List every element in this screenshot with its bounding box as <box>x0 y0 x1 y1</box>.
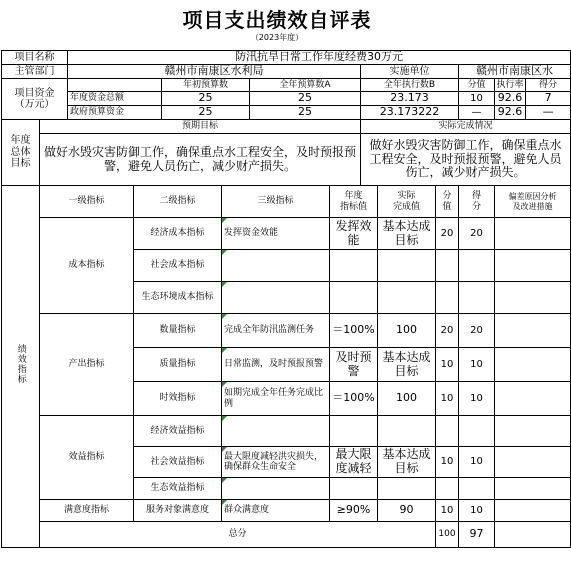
perf-deviation <box>495 447 571 478</box>
perf-score: 10 <box>436 348 459 382</box>
perf-actual: 100 <box>378 382 436 416</box>
perf-side-label-text: 绩效指标 <box>15 344 26 384</box>
total-score: 100 <box>436 522 459 548</box>
goals-actual-label: 实际完成情况 <box>361 120 571 134</box>
perf-target: 最大限度减轻 <box>330 447 378 478</box>
perf-deviation <box>495 282 571 314</box>
perf-target: ＝100% <box>330 382 378 416</box>
perf-actual <box>378 416 436 447</box>
perf-got <box>459 250 495 282</box>
funds-cell: 92.6 <box>495 106 526 120</box>
total-deviation <box>495 522 571 548</box>
goals-actual-text: 做好水毁灾害防御工作，确保重点水工程安全，及时预报预警，避免人员伤亡，减少财产损失。 <box>361 134 571 186</box>
perf-l2: 社会成本指标 <box>134 250 222 282</box>
perf-l2: 经济成本指标 <box>134 218 222 250</box>
impl-unit-label: 实施单位 <box>361 65 459 79</box>
perf-l3 <box>222 416 330 447</box>
perf-l3: 如期完成全年任务完成比例 <box>222 382 330 416</box>
perf-score <box>436 478 459 500</box>
perf-got <box>459 416 495 447</box>
funds-cell: 7 <box>526 92 571 106</box>
perf-l1-cost: 成本指标 <box>40 218 134 314</box>
perf-l1-satisfaction: 满意度指标 <box>40 500 134 522</box>
perf-target <box>330 250 378 282</box>
funds-header-blank <box>68 79 162 92</box>
perf-header-target: 年度 指标值 <box>330 186 378 218</box>
perf-l1-benefit: 效益指标 <box>40 416 134 500</box>
perf-target: 发挥效能 <box>330 218 378 250</box>
page-title: 项目支出绩效自评表 <box>182 8 372 32</box>
perf-header-l3: 三级指标 <box>222 186 330 218</box>
perf-l3 <box>222 282 330 314</box>
perf-header-score: 分 值 <box>436 186 459 218</box>
perf-score <box>436 416 459 447</box>
funds-label: 项目资金 （万元） <box>2 79 68 120</box>
perf-target <box>330 478 378 500</box>
perf-deviation <box>495 500 571 522</box>
perf-score: 10 <box>436 500 459 522</box>
perf-actual: 基本达成目标 <box>378 348 436 382</box>
perf-header-l2: 二级指标 <box>134 186 222 218</box>
perf-header-actual: 实际 完成值 <box>378 186 436 218</box>
funds-cell: 23.173 <box>361 92 459 106</box>
perf-got: 20 <box>459 218 495 250</box>
perf-got: 10 <box>459 500 495 522</box>
perf-l1-output: 产出指标 <box>40 314 134 416</box>
funds-row-gov-name: 政府预算资金 <box>68 106 162 120</box>
perf-actual <box>378 478 436 500</box>
perf-actual: 90 <box>378 500 436 522</box>
perf-score <box>436 250 459 282</box>
perf-side-label <box>2 186 40 548</box>
funds-header-executed: 全年执行数B <box>361 79 459 92</box>
funds-header-score: 分值 <box>459 79 495 92</box>
perf-l3: 发挥资金效能 <box>222 218 330 250</box>
perf-target: ≥90% <box>330 500 378 522</box>
perf-got: 10 <box>459 348 495 382</box>
perf-l2: 生态效益指标 <box>134 478 222 500</box>
project-name-value: 防汛抗旱日常工作年度经费30万元 <box>68 51 571 65</box>
perf-target <box>330 282 378 314</box>
perf-deviation <box>495 478 571 500</box>
funds-header-got: 得分 <box>526 79 571 92</box>
funds-cell: 23.173222 <box>361 106 459 120</box>
perf-l2: 经济效益指标 <box>134 416 222 447</box>
perf-header-got: 得 分 <box>459 186 495 218</box>
evaluation-table <box>1 50 571 548</box>
project-name-label: 项目名称 <box>2 51 68 65</box>
perf-l3: 最大限度减轻洪灾损失，确保群众生命安全 <box>222 447 330 478</box>
funds-cell: 25 <box>162 92 250 106</box>
perf-l3 <box>222 250 330 282</box>
perf-score: 10 <box>436 447 459 478</box>
perf-l2: 生态环境成本指标 <box>134 282 222 314</box>
goals-label: 年度 总体 目标 <box>2 120 40 186</box>
perf-deviation <box>495 314 571 348</box>
perf-score: 20 <box>436 314 459 348</box>
funds-header-annual: 全年预算数A <box>250 79 361 92</box>
perf-score: 20 <box>436 218 459 250</box>
funds-cell: 25 <box>250 92 361 106</box>
perf-header-deviation: 偏差原因分析 及改进措施 <box>495 186 571 218</box>
report-year: （2023年度） <box>250 33 304 42</box>
total-got: 97 <box>459 522 495 548</box>
funds-header-rate: 执行率 <box>496 79 524 90</box>
perf-actual <box>378 250 436 282</box>
perf-deviation <box>495 250 571 282</box>
perf-got: 10 <box>459 447 495 478</box>
perf-actual <box>378 282 436 314</box>
funds-row-total-name: 年度资金总额 <box>68 92 162 106</box>
perf-actual: 100 <box>378 314 436 348</box>
funds-cell: 25 <box>162 106 250 120</box>
perf-actual: 基本达成目标 <box>378 218 436 250</box>
total-label: 总分 <box>40 522 436 548</box>
goals-expected-label: 预期目标 <box>40 120 361 134</box>
perf-score: 10 <box>436 382 459 416</box>
perf-l3: 日常监测，及时预报预警 <box>222 348 330 382</box>
goals-expected-text: 做好水毁灾害防御工作，确保重点水工程安全，及时预报预警，避免人员伤亡，减少财产损失。 <box>40 134 361 186</box>
perf-got <box>459 478 495 500</box>
perf-l2: 质量指标 <box>134 348 222 382</box>
perf-l2: 服务对象满意度 <box>134 500 222 522</box>
perf-header-l1: 一级指标 <box>40 186 134 218</box>
perf-l3: 完成全年防汛监测任务 <box>222 314 330 348</box>
perf-l3 <box>222 478 330 500</box>
perf-actual: 基本达成目标 <box>378 447 436 478</box>
perf-target: ＝100% <box>330 314 378 348</box>
perf-deviation <box>495 348 571 382</box>
funds-cell: 25 <box>250 106 361 120</box>
perf-target <box>330 416 378 447</box>
perf-l2: 时效指标 <box>134 382 222 416</box>
funds-cell: 10 <box>459 92 495 106</box>
perf-deviation <box>495 382 571 416</box>
funds-cell: 92.6 <box>495 92 526 106</box>
funds-header-initial: 年初预算数 <box>162 79 250 92</box>
perf-got <box>459 282 495 314</box>
perf-l2: 社会效益指标 <box>134 447 222 478</box>
perf-score <box>436 282 459 314</box>
perf-l2: 数量指标 <box>134 314 222 348</box>
perf-got: 20 <box>459 314 495 348</box>
perf-target: 及时预警 <box>330 348 378 382</box>
funds-cell: — <box>459 106 495 120</box>
perf-got: 10 <box>459 382 495 416</box>
dept-label: 主管部门 <box>2 65 68 79</box>
dept-value: 赣州市南康区水利局 <box>68 65 361 79</box>
perf-deviation <box>495 218 571 250</box>
funds-cell: — <box>526 106 571 120</box>
perf-deviation <box>495 416 571 447</box>
perf-l3: 群众满意度 <box>222 500 330 522</box>
impl-unit-value: 赣州市南康区水 <box>459 65 571 79</box>
